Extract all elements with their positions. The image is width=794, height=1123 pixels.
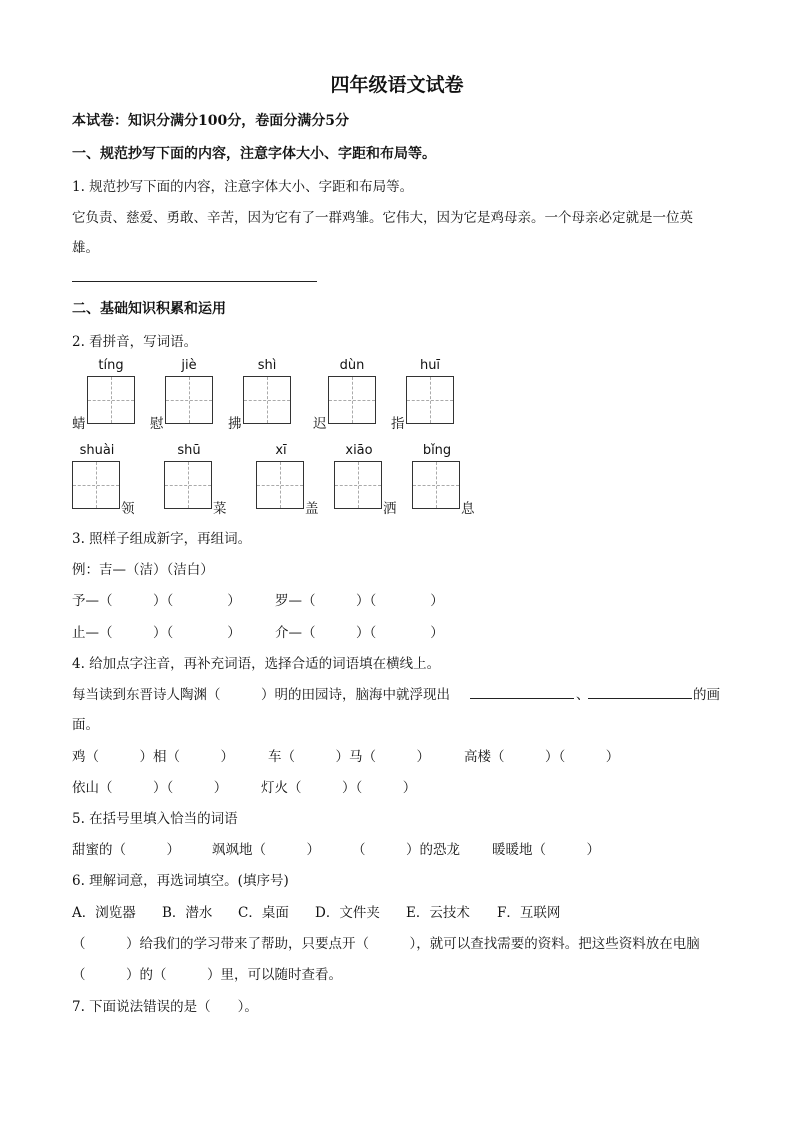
pinyin-label: shì: [257, 358, 277, 373]
q4-line4-a[interactable]: 依山（ ）（ ）: [72, 780, 228, 796]
q4-line1-sep: 、: [576, 687, 590, 703]
q4-line2: 面。: [72, 717, 99, 733]
q6-option: D．文件夹: [315, 905, 380, 921]
writing-box[interactable]: [334, 461, 382, 509]
q6-option: F．互联网: [497, 905, 561, 921]
q5-item-a[interactable]: 甜蜜的（ ）: [72, 842, 180, 858]
q3-prompt: 3. 照样子组成新字，再组词。: [72, 531, 252, 547]
given-char: 盖: [305, 501, 319, 517]
q3-line2-a[interactable]: 止—（ ）（ ）: [72, 625, 241, 641]
given-char: 菜: [213, 501, 227, 517]
q6-line2[interactable]: （ ）的（ ）里，可以随时查看。: [72, 967, 342, 983]
q4-line3-c[interactable]: 高楼（ ）（ ）: [464, 749, 620, 765]
q6-option: B．潜水: [162, 905, 213, 921]
given-char: 蜻: [72, 416, 86, 432]
q4-line1-b: 的画: [693, 687, 720, 703]
pinyin-label: shū: [177, 443, 201, 458]
pinyin-label: xiāo: [345, 443, 373, 458]
q4-prompt: 4. 给加点字注音，再补充词语，选择合适的词语填在横线上。: [72, 656, 441, 672]
q3-line2-b[interactable]: 介—（ ）（ ）: [275, 625, 444, 641]
q6-line1[interactable]: （ ）给我们的学习带来了帮助，只要点开（ ），就可以查找需要的资料。把这些资料放在电脑: [72, 936, 700, 952]
given-char: 慰: [150, 416, 164, 432]
given-char: 拂: [228, 416, 242, 432]
q7-prompt: 7. 下面说法错误的是（ ）。: [72, 999, 258, 1015]
q3-example: 例：吉—（洁）（洁白）: [72, 562, 214, 578]
q6-prompt: 6. 理解词意，再选词填空。(填序号): [72, 873, 289, 889]
q6-option: A．浏览器: [72, 905, 136, 921]
writing-box[interactable]: [412, 461, 460, 509]
page-title: 四年级语文试卷: [330, 74, 464, 96]
writing-box[interactable]: [328, 376, 376, 424]
writing-box[interactable]: [243, 376, 291, 424]
pinyin-label: xī: [275, 443, 287, 458]
section-2-heading: 二、基础知识积累和运用: [72, 301, 226, 317]
writing-box[interactable]: [72, 461, 120, 509]
exam-note: 本试卷：知识分满分100分，卷面分满分5分: [72, 113, 349, 129]
writing-box[interactable]: [165, 376, 213, 424]
q4-line4-b[interactable]: 灯火（ ）（ ）: [261, 780, 417, 796]
q5-item-c[interactable]: （ ）的恐龙: [352, 842, 460, 858]
pinyin-label: shuài: [79, 443, 115, 458]
pinyin-label: tíng: [98, 358, 124, 373]
pinyin-label: dùn: [339, 358, 365, 373]
q1-text-line1: 它负责、慈爱、勇敢、辛苦，因为它有了一群鸡雏。它伟大，因为它是鸡母亲。一个母亲必定就是一位英: [72, 210, 693, 226]
given-char: 迟: [313, 416, 327, 432]
section-1-heading: 一、规范抄写下面的内容，注意字体大小、字距和布局等。: [72, 146, 436, 162]
q1-answer-line[interactable]: [72, 281, 317, 282]
pinyin-label: huī: [419, 358, 441, 373]
q4-line1-a: 每当读到东晋诗人陶渊（ ）明的田园诗，脑海中就浮现出: [72, 687, 450, 703]
q4-line3-a[interactable]: 鸡（ ）相（ ）: [72, 749, 234, 765]
given-char: 洒: [383, 501, 397, 517]
q1-prompt: 1. 规范抄写下面的内容，注意字体大小、字距和布局等。: [72, 179, 414, 195]
given-char: 息: [461, 501, 475, 517]
writing-box[interactable]: [164, 461, 212, 509]
q4-blank-1[interactable]: [470, 698, 574, 699]
q6-option: E．云技术: [406, 905, 470, 921]
given-char: 指: [391, 416, 405, 432]
q1-text-line2: 雄。: [72, 240, 99, 256]
q4-blank-2[interactable]: [588, 698, 692, 699]
q5-item-d[interactable]: 暖暖地（ ）: [492, 842, 600, 858]
pinyin-label: jiè: [181, 358, 197, 373]
pinyin-label: bǐng: [422, 443, 452, 458]
q2-prompt: 2. 看拼音，写词语。: [72, 334, 198, 350]
q6-option: C．桌面: [238, 905, 289, 921]
q3-line1-b[interactable]: 罗—（ ）（ ）: [275, 593, 444, 609]
q5-item-b[interactable]: 飒飒地（ ）: [212, 842, 320, 858]
given-char: 领: [121, 501, 135, 517]
q3-line1-a[interactable]: 予—（ ）（ ）: [72, 593, 241, 609]
q4-line3-b[interactable]: 车（ ）马（ ）: [268, 749, 430, 765]
writing-box[interactable]: [406, 376, 454, 424]
q5-prompt: 5. 在括号里填入恰当的词语: [72, 811, 238, 827]
writing-box[interactable]: [87, 376, 135, 424]
writing-box[interactable]: [256, 461, 304, 509]
